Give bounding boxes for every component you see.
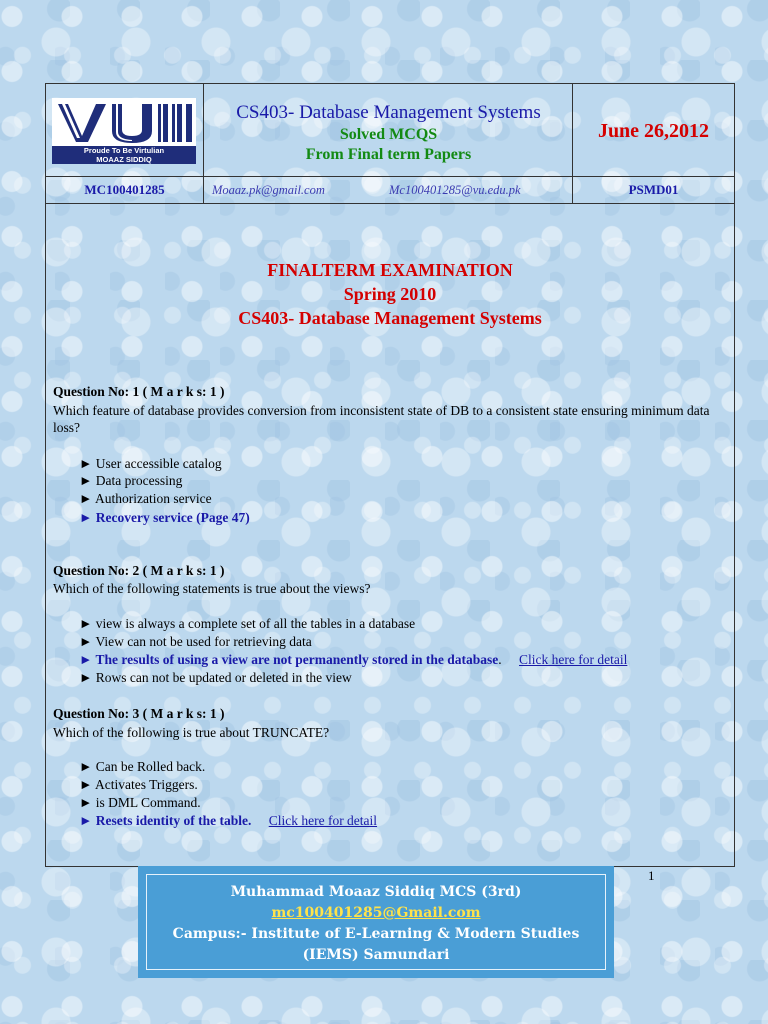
vu-logo-letters-icon [52,98,196,146]
question-3-title: Question No: 3 ( M a r k s: 1 ) [53,706,225,721]
footer-inner [146,874,606,970]
footer-campus-2: (IEMS) Samundari [302,947,450,963]
logo-tagline-line-2: MOAAZ SIDDIQ [96,155,152,164]
question-2-title: Question No: 2 ( M a r k s: 1 ) [53,563,225,578]
question-3-text: Which of the following is true about TRUNCATE? [53,725,330,740]
footer-campus: Campus:- Institute of E-Learning & Modern Studies [172,926,580,942]
question-2-answer-period: . [498,652,502,667]
code-cell: PSMD01 [628,182,679,197]
question-3-option-2: ► Activates Triggers. [79,777,198,792]
question-3-answer: ► Resets identity of the table. [79,813,252,828]
subtitle-from-final: From Final term Papers [305,146,472,163]
question-1-text: Which feature of database provides conversion from inconsistent state of DB to a consistent state ensuring minimum data loss? [53,403,710,435]
question-1-option-2: ► Data processing [79,473,183,488]
question-3-answer-line [79,813,377,829]
subtitle-solved: Solved MCQS [339,126,438,143]
email-vu[interactable]: Mc100401285@vu.edu.pk [389,183,521,197]
vu-logo [52,98,196,164]
question-2-answer-line [79,652,627,668]
question-2-option-4: ► Rows can not be updated or deleted in the view [79,670,352,685]
page-number: 1 [648,868,655,883]
question-2-detail-link[interactable]: Click here for detail [519,652,628,667]
date-cell [573,84,734,177]
exam-term: Spring 2010 [343,284,437,304]
footer-banner [138,866,614,978]
id-row [46,177,734,204]
footer-email[interactable]: mc100401285@Gmail.com [271,905,481,921]
title-cell [204,84,573,177]
question-2-option-2: ► View can not be used for retrieving data [79,634,312,649]
question-2-option-1: ► view is always a complete set of all the tables in a database [79,616,416,631]
question-3-option-1: ► Can be Rolled back. [79,759,206,774]
logo-cell [46,84,204,177]
course-title: CS403- Database Management Systems [236,102,541,123]
email-cell [204,177,573,204]
logo-tagline-line-1: Proude To Be Virtulian [83,146,165,155]
document-frame [45,83,735,867]
question-1-answer: ► Recovery service (Page 47) [79,510,250,525]
date: June 26,2012 [597,120,710,142]
question-1-option-3: ► Authorization service [79,491,212,506]
logo-tagline [52,146,196,164]
question-1-option-1: ► User accessible catalog [79,456,222,471]
email-gmail[interactable]: Moaaz.pk@gmail.com [212,183,325,197]
question-2-text: Which of the following statements is true about the views? [53,581,371,596]
question-3-option-3: ► is DML Command. [79,795,201,810]
question-1-title: Question No: 1 ( M a r k s: 1 ) [53,384,225,399]
footer-name: Muhammad Moaaz Siddiq MCS (3rd) [230,884,522,900]
exam-title: FINALTERM EXAMINATION [267,260,513,280]
header-row [46,84,734,177]
student-id: MC100401285 [46,177,204,204]
exam-course: CS403- Database Management Systems [238,308,542,328]
question-3-detail-link[interactable]: Click here for detail [268,813,378,828]
footer-email-line [147,905,605,921]
question-2-answer: ► The results of using a view are not permanently stored in the database [79,652,499,667]
